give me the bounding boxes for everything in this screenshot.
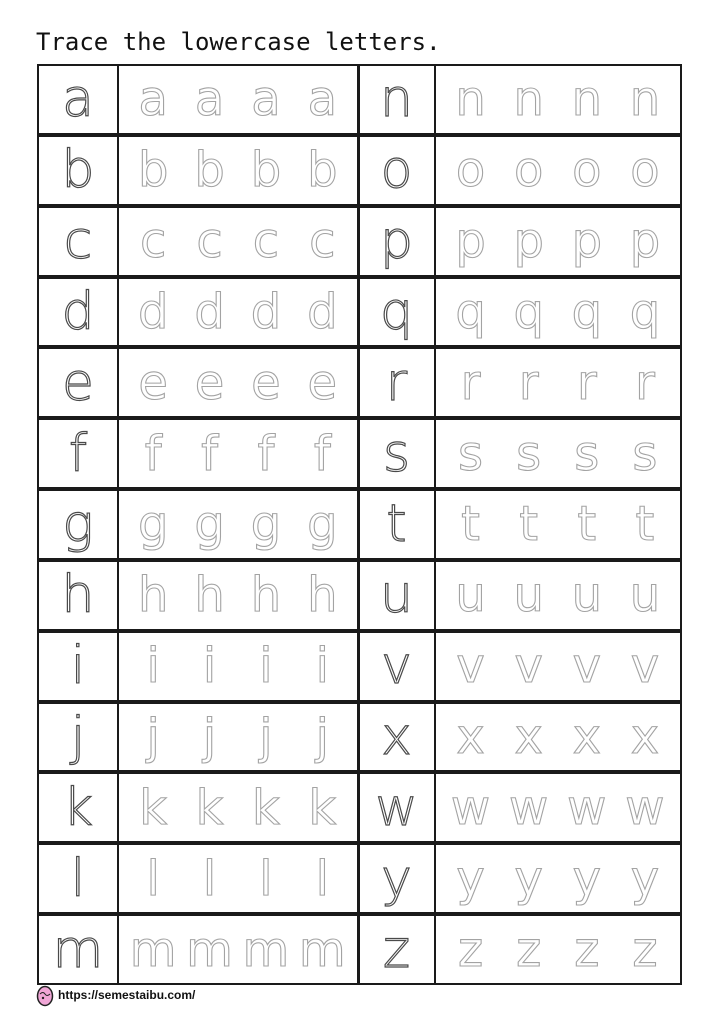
model-letter: c	[63, 211, 93, 272]
model-letter: f	[68, 423, 88, 484]
trace-letter-cell	[436, 633, 681, 700]
letter-tracing-grid	[37, 64, 682, 985]
dotted-trace-letter: m	[242, 921, 290, 978]
dotted-trace-letter: t	[577, 496, 597, 553]
letter-row-left	[39, 279, 357, 350]
letter-row-left	[39, 562, 357, 633]
dotted-trace-letter: u	[513, 567, 544, 624]
dotted-trace-letter: a	[138, 71, 168, 128]
letter-row-right	[360, 137, 681, 208]
dotted-trace-letter: k	[195, 779, 224, 836]
dotted-trace-letter: i	[202, 638, 217, 695]
trace-letter-cell	[119, 420, 357, 487]
dotted-trace-letter: d	[194, 283, 225, 340]
trace-letter-cell	[119, 491, 357, 558]
trace-letter-cell	[436, 279, 681, 346]
trace-letter-cell	[119, 633, 357, 700]
dotted-trace-letter: g	[194, 496, 225, 553]
trace-letter-cell	[436, 137, 681, 204]
dotted-trace-letter: a	[307, 71, 338, 128]
trace-letter-cell	[436, 704, 681, 771]
dotted-trace-letter: k	[308, 779, 337, 836]
model-letter-cell	[39, 774, 119, 841]
trace-letter-cell	[436, 845, 681, 912]
footer-url[interactable]: https://semestaibu.com/	[58, 988, 196, 1002]
dotted-trace-letter: b	[307, 142, 338, 199]
model-letter-cell	[360, 66, 436, 133]
letter-row-left	[39, 774, 357, 845]
trace-letter-cell	[436, 208, 681, 275]
dotted-trace-letter: h	[307, 567, 338, 624]
trace-letter-cell	[436, 66, 681, 133]
model-letter: h	[61, 565, 95, 626]
trace-letter-cell	[119, 704, 357, 771]
dotted-trace-letter: i	[259, 638, 273, 695]
dotted-trace-letter: i	[146, 638, 160, 695]
dotted-trace-letter: u	[571, 567, 603, 624]
trace-letter-cell	[436, 916, 681, 983]
dotted-trace-letter: p	[629, 213, 661, 270]
dotted-trace-letter: z	[516, 921, 542, 978]
dotted-trace-letter: r	[518, 354, 539, 411]
model-letter-cell	[360, 137, 436, 204]
model-letter: n	[380, 69, 413, 130]
trace-letter-cell	[119, 562, 357, 629]
dotted-trace-letter: v	[456, 638, 485, 695]
model-letter: t	[386, 494, 407, 555]
model-letter-cell	[360, 562, 436, 629]
pink-egg-logo-icon	[36, 983, 54, 1007]
dotted-trace-letter: v	[630, 638, 660, 695]
dotted-trace-letter: x	[630, 709, 660, 766]
model-letter: x	[381, 707, 412, 768]
trace-letter-cell	[119, 349, 357, 416]
dotted-trace-letter: q	[455, 283, 486, 340]
dotted-trace-letter: t	[461, 496, 480, 553]
trace-letter-cell	[119, 916, 357, 983]
model-letter: v	[381, 636, 412, 697]
model-letter-cell	[360, 845, 436, 912]
model-letter: k	[62, 777, 94, 838]
dotted-trace-letter: c	[139, 213, 167, 270]
dotted-trace-letter: s	[632, 425, 658, 482]
dotted-trace-letter: d	[250, 283, 282, 340]
dotted-trace-letter: m	[129, 921, 177, 978]
dotted-trace-letter: s	[458, 425, 484, 482]
dotted-trace-letter: x	[572, 709, 602, 766]
model-letter-cell	[360, 916, 436, 983]
letter-row-right	[360, 208, 681, 279]
letter-row-right	[360, 916, 681, 983]
dotted-trace-letter: r	[460, 354, 481, 411]
model-letter: d	[61, 281, 95, 342]
dotted-trace-letter: l	[202, 850, 217, 907]
trace-letter-cell	[436, 491, 681, 558]
left-letter-column	[39, 66, 360, 983]
letter-row-left	[39, 491, 357, 562]
dotted-trace-letter: f	[144, 425, 162, 482]
model-letter-cell	[39, 208, 119, 275]
dotted-trace-letter: r	[635, 354, 655, 411]
dotted-trace-letter: o	[455, 142, 486, 199]
dotted-trace-letter: d	[307, 283, 338, 340]
dotted-trace-letter: y	[514, 850, 543, 907]
dotted-trace-letter: e	[251, 354, 281, 411]
trace-letter-cell	[119, 774, 357, 841]
dotted-trace-letter: u	[629, 567, 661, 624]
dotted-trace-letter: d	[137, 283, 169, 340]
dotted-trace-letter: x	[456, 709, 485, 766]
trace-letter-cell	[436, 562, 681, 629]
dotted-trace-letter: k	[139, 779, 168, 836]
right-letter-column	[360, 66, 681, 983]
trace-letter-cell	[119, 208, 357, 275]
model-letter: l	[70, 848, 86, 909]
model-letter: r	[385, 352, 408, 413]
dotted-trace-letter: p	[571, 213, 603, 270]
dotted-trace-letter: u	[455, 567, 486, 624]
letter-row-left	[39, 208, 357, 279]
letter-row-left	[39, 704, 357, 775]
model-letter-cell	[39, 845, 119, 912]
dotted-trace-letter: j	[315, 709, 329, 766]
model-letter: p	[379, 211, 413, 272]
letter-row-right	[360, 491, 681, 562]
model-letter-cell	[39, 66, 119, 133]
dotted-trace-letter: q	[513, 283, 544, 340]
dotted-trace-letter: z	[457, 921, 484, 978]
letter-row-right	[360, 420, 681, 491]
model-letter-cell	[360, 208, 436, 275]
dotted-trace-letter: n	[571, 71, 603, 128]
dotted-trace-letter: p	[455, 213, 486, 270]
model-letter: w	[375, 777, 418, 838]
dotted-trace-letter: x	[514, 709, 543, 766]
dotted-trace-letter: z	[574, 921, 600, 978]
dotted-trace-letter: j	[146, 709, 160, 766]
model-letter-cell	[39, 704, 119, 771]
model-letter-cell	[39, 562, 119, 629]
trace-letter-cell	[119, 279, 357, 346]
model-letter: j	[70, 707, 86, 768]
model-letter: q	[379, 281, 413, 342]
trace-letter-cell	[119, 137, 357, 204]
dotted-trace-letter: q	[629, 283, 661, 340]
trace-letter-cell	[436, 349, 681, 416]
dotted-trace-letter: t	[635, 496, 655, 553]
dotted-trace-letter: n	[513, 71, 544, 128]
dotted-trace-letter: e	[307, 354, 338, 411]
dotted-trace-letter: y	[630, 850, 660, 907]
model-letter-cell	[360, 491, 436, 558]
model-letter: m	[52, 919, 104, 980]
model-letter-cell	[39, 349, 119, 416]
dotted-trace-letter: c	[309, 213, 336, 270]
model-letter: u	[380, 565, 413, 626]
dotted-trace-letter: e	[138, 354, 168, 411]
letter-row-left	[39, 66, 357, 137]
trace-letter-cell	[436, 420, 681, 487]
dotted-trace-letter: h	[137, 567, 169, 624]
dotted-trace-letter: l	[259, 850, 273, 907]
dotted-trace-letter: h	[250, 567, 282, 624]
model-letter-cell	[39, 633, 119, 700]
model-letter: s	[382, 423, 411, 484]
dotted-trace-letter: r	[576, 354, 597, 411]
dotted-trace-letter: s	[574, 425, 600, 482]
model-letter-cell	[39, 916, 119, 983]
dotted-trace-letter: g	[250, 496, 282, 553]
dotted-trace-letter: l	[146, 850, 160, 907]
dotted-trace-letter: n	[629, 71, 661, 128]
dotted-trace-letter: e	[194, 354, 225, 411]
model-letter-cell	[39, 420, 119, 487]
dotted-trace-letter: k	[252, 779, 280, 836]
trace-letter-cell	[119, 845, 357, 912]
model-letter-cell	[360, 704, 436, 771]
dotted-trace-letter: c	[196, 213, 223, 270]
dotted-trace-letter: a	[194, 71, 225, 128]
dotted-trace-letter: c	[252, 213, 280, 270]
dotted-trace-letter: w	[625, 779, 665, 836]
dotted-trace-letter: w	[450, 779, 491, 836]
dotted-trace-letter: j	[202, 709, 217, 766]
model-letter-cell	[360, 633, 436, 700]
letter-row-right	[360, 704, 681, 775]
dotted-trace-letter: m	[186, 921, 233, 978]
letter-row-right	[360, 562, 681, 633]
dotted-trace-letter: z	[632, 921, 658, 978]
letter-row-left	[39, 633, 357, 704]
dotted-trace-letter: m	[298, 921, 346, 978]
model-letter: b	[61, 140, 95, 201]
model-letter: a	[62, 69, 94, 130]
letter-row-left	[39, 916, 357, 983]
letter-row-left	[39, 845, 357, 916]
dotted-trace-letter: q	[571, 283, 603, 340]
model-letter: g	[62, 494, 94, 555]
dotted-trace-letter: b	[137, 142, 169, 199]
dotted-trace-letter: b	[250, 142, 282, 199]
model-letter: e	[62, 352, 94, 413]
letter-row-right	[360, 349, 681, 420]
dotted-trace-letter: h	[194, 567, 225, 624]
letter-row-right	[360, 279, 681, 350]
dotted-trace-letter: f	[201, 425, 219, 482]
dotted-trace-letter: t	[519, 496, 539, 553]
dotted-trace-letter: f	[257, 425, 275, 482]
trace-letter-cell	[119, 66, 357, 133]
letter-row-left	[39, 137, 357, 208]
letter-row-right	[360, 845, 681, 916]
dotted-trace-letter: a	[251, 71, 281, 128]
model-letter-cell	[39, 137, 119, 204]
model-letter-cell	[39, 491, 119, 558]
dotted-trace-letter: y	[572, 850, 602, 907]
dotted-trace-letter: j	[259, 709, 273, 766]
dotted-trace-letter: v	[572, 638, 602, 695]
dotted-trace-letter: o	[630, 142, 660, 199]
dotted-trace-letter: i	[315, 638, 329, 695]
worksheet-title: Trace the lowercase letters.	[36, 28, 441, 56]
model-letter-cell	[360, 774, 436, 841]
model-letter-cell	[360, 279, 436, 346]
model-letter-cell	[360, 420, 436, 487]
dotted-trace-letter: g	[137, 496, 169, 553]
dotted-trace-letter: g	[307, 496, 338, 553]
letter-row-left	[39, 349, 357, 420]
model-letter: z	[382, 919, 411, 980]
letter-row-right	[360, 633, 681, 704]
dotted-trace-letter: o	[572, 142, 602, 199]
dotted-trace-letter: p	[513, 213, 544, 270]
model-letter: y	[381, 848, 412, 909]
dotted-trace-letter: l	[315, 850, 329, 907]
dotted-trace-letter: s	[516, 425, 542, 482]
trace-letter-cell	[436, 774, 681, 841]
dotted-trace-letter: f	[313, 425, 331, 482]
letter-row-right	[360, 66, 681, 137]
dotted-trace-letter: n	[455, 71, 486, 128]
model-letter: o	[380, 140, 413, 201]
dotted-trace-letter: y	[456, 850, 485, 907]
model-letter-cell	[39, 279, 119, 346]
model-letter-cell	[360, 349, 436, 416]
letter-row-left	[39, 420, 357, 491]
footer	[36, 983, 195, 1007]
dotted-trace-letter: o	[514, 142, 544, 199]
dotted-trace-letter: b	[194, 142, 225, 199]
dotted-trace-letter: w	[567, 779, 607, 836]
model-letter: i	[70, 636, 86, 697]
dotted-trace-letter: w	[509, 779, 549, 836]
dotted-trace-letter: v	[514, 638, 543, 695]
letter-row-right	[360, 774, 681, 845]
